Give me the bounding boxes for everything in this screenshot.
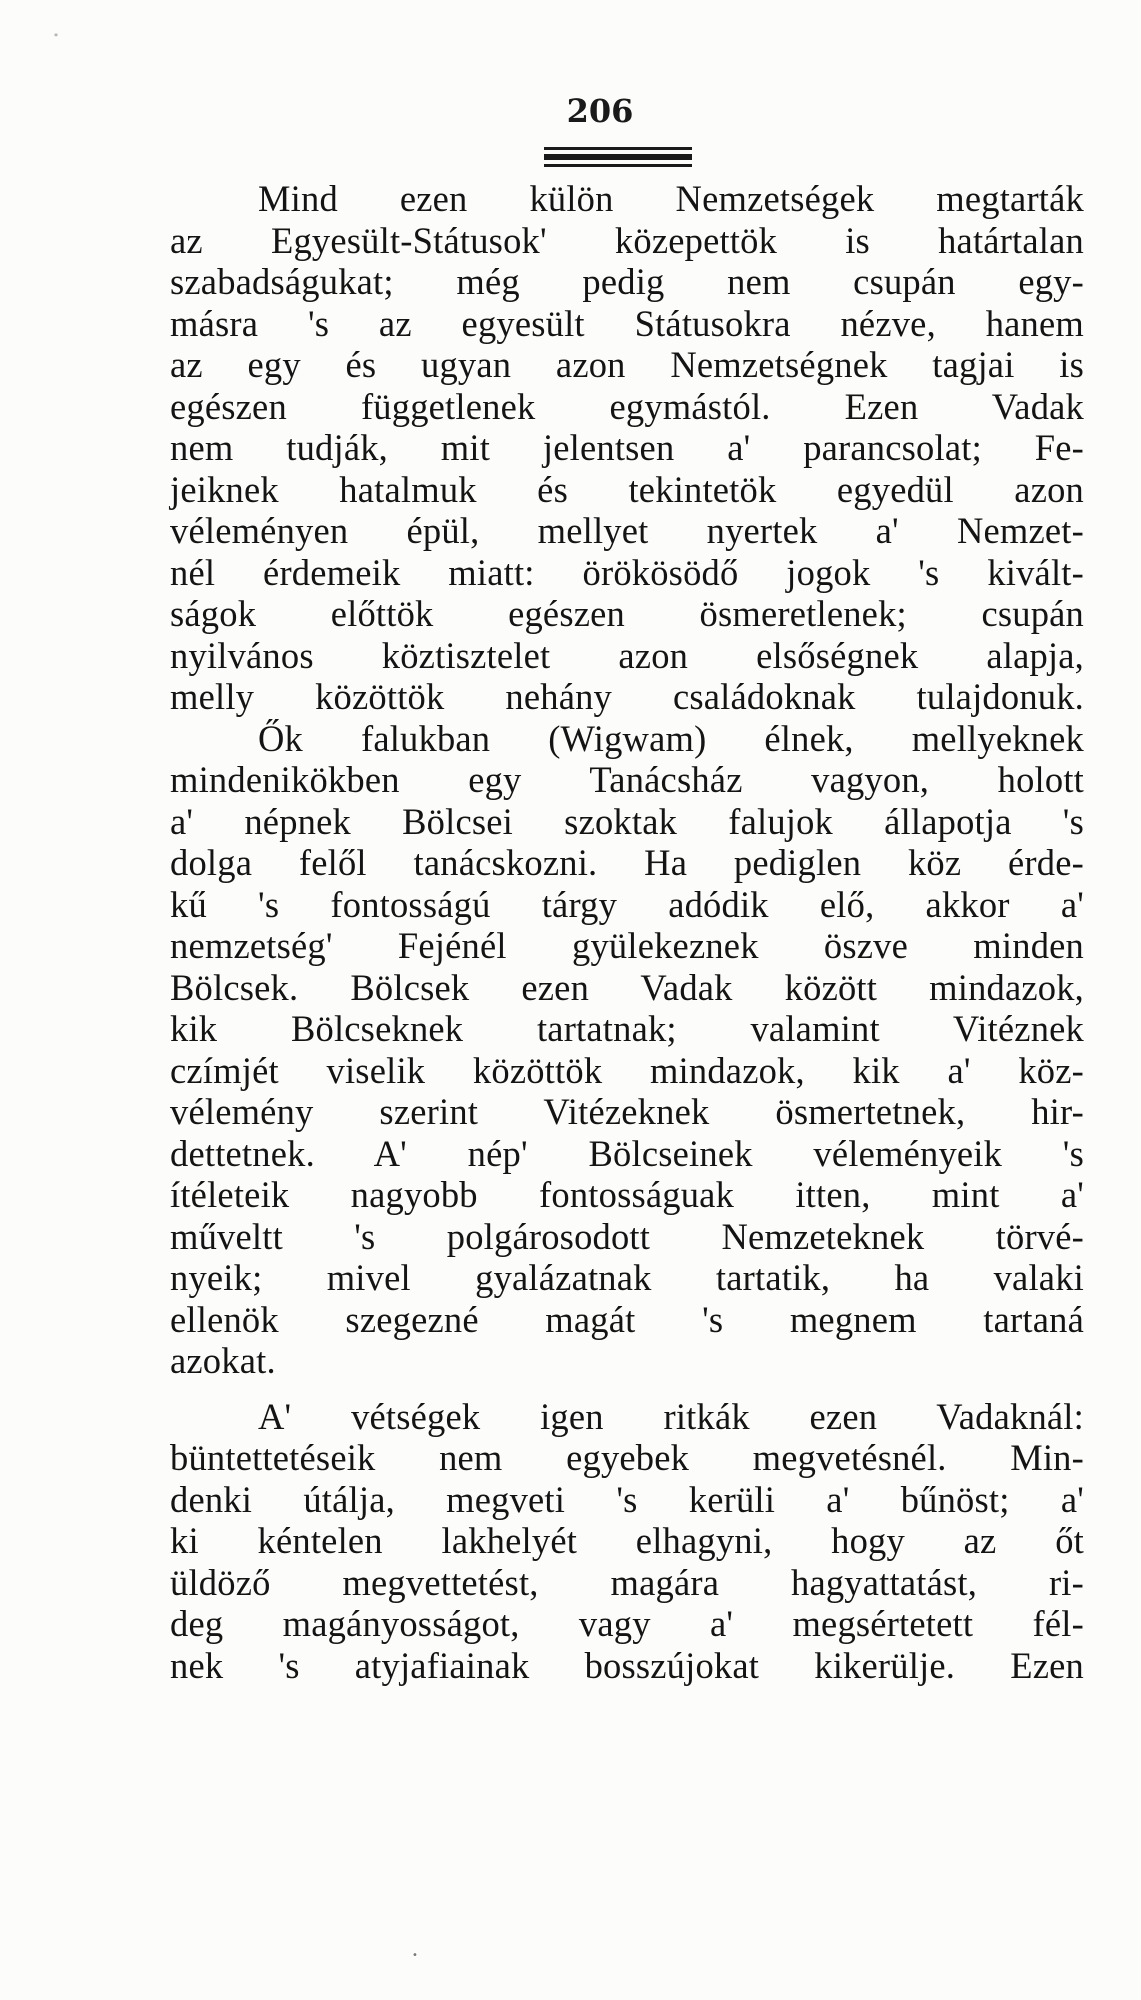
text-line: egészen függetlenek egymástól. Ezen Vadak <box>170 385 1084 427</box>
text-line: ságok előttök egészen ösmeretlenek; csupán <box>170 593 1084 634</box>
text-line: véleményen épül, mellyet nyertek a' Nemzet- <box>170 510 1084 551</box>
text-line: kik Bölcseknek tartatnak; valamint Vitéznek <box>170 1008 1084 1049</box>
text-line: ellenök szegezné magát 's megnem tartaná <box>170 1298 1084 1340</box>
text-line: szabadságukat; még pedig nem csupán egy- <box>170 261 1084 302</box>
text-line: dettetnek. A' nép' Bölcseinek véleményeik 's <box>170 1132 1084 1174</box>
text-line: deg magányosságot, vagy a' megsértetett fél- <box>170 1603 1084 1644</box>
text-line: másra 's az egyesült Státusokra nézve, hanem <box>170 302 1084 344</box>
text-line: Ők falukban (Wigwam) élnek, mellyeknek <box>258 717 1084 759</box>
text-line: kű 's fontosságú tárgy adódik elő, akkor a' <box>170 883 1084 925</box>
text-line: ítéleteik nagyobb fontosságuak itten, mint a' <box>170 1174 1084 1215</box>
paragraph-2 <box>170 718 1084 1382</box>
text-line: az egy és ugyan azon Nemzetségnek tagjai is <box>170 344 1084 385</box>
text-line: műveltt 's polgárosodott Nemzeteknek törvé- <box>170 1215 1084 1257</box>
text-line: denki útálja, megveti 's kerüli a' bűnöst; a' <box>170 1478 1084 1520</box>
text-line: a' népnek Bölcsei szoktak falujok állapotja 's <box>170 800 1084 842</box>
body-text <box>170 178 1084 1686</box>
text-line: az Egyesült-Státusok' közepettök is határtalan <box>170 219 1084 261</box>
text-line: büntettetéseik nem egyebek megvetésnél. Min- <box>170 1437 1084 1478</box>
header-rule-bottom <box>544 164 692 167</box>
text-line: A' vétségek igen ritkák ezen Vadaknál: <box>258 1395 1084 1437</box>
page-number: 206 <box>566 92 634 130</box>
text-line: üldöző megvettetést, magára hagyattatást, ri- <box>170 1561 1084 1603</box>
text-line: melly közöttök nehány családoknak tulajdonuk. <box>170 676 1084 717</box>
text-line: Bölcsek. Bölcsek ezen Vadak között mindazok, <box>170 966 1084 1008</box>
text-line: vélemény szerint Vitézeknek ösmertetnek, hir- <box>170 1091 1084 1132</box>
text-line: nemzetség' Fejénél gyülekeznek öszve minden <box>170 925 1084 966</box>
text-line: nek 's atyjafiainak bosszújokat kikerülje. Ezen <box>170 1644 1084 1686</box>
footer-speck: • <box>412 1950 418 1961</box>
text-line: nyilvános köztisztelet azon elsőségnek alapja, <box>170 634 1084 676</box>
paragraph-gap <box>170 1382 1084 1396</box>
paragraph-3 <box>170 1396 1084 1687</box>
text-line: mindenikökben egy Tanácsház vagyon, holott <box>170 759 1084 800</box>
text-line: nem tudják, mit jelentsen a' parancsolat; Fe- <box>170 427 1084 468</box>
text-line: czímjét viselik közöttök mindazok, kik a' köz- <box>170 1049 1084 1091</box>
paragraph-1 <box>170 178 1084 718</box>
text-line: Mind ezen külön Nemzetségek megtarták <box>258 178 1084 219</box>
corner-speck: * <box>54 32 58 41</box>
text-line: ki kéntelen lakhelyét elhagyni, hogy az őt <box>170 1520 1084 1561</box>
text-line: nél érdemeik miatt: örökösödő jogok 's kivált- <box>170 551 1084 593</box>
text-line: nyeik; mivel gyalázatnak tartatik, ha valaki <box>170 1257 1084 1298</box>
text-line: jeiknek hatalmuk és tekintetök egyedül azon <box>170 468 1084 510</box>
text-line: azokat. <box>170 1340 276 1381</box>
text-line: dolga felől tanácskozni. Ha pediglen köz érde- <box>170 842 1084 883</box>
header-rule-thick <box>544 154 692 160</box>
header-rule-top <box>544 147 692 150</box>
